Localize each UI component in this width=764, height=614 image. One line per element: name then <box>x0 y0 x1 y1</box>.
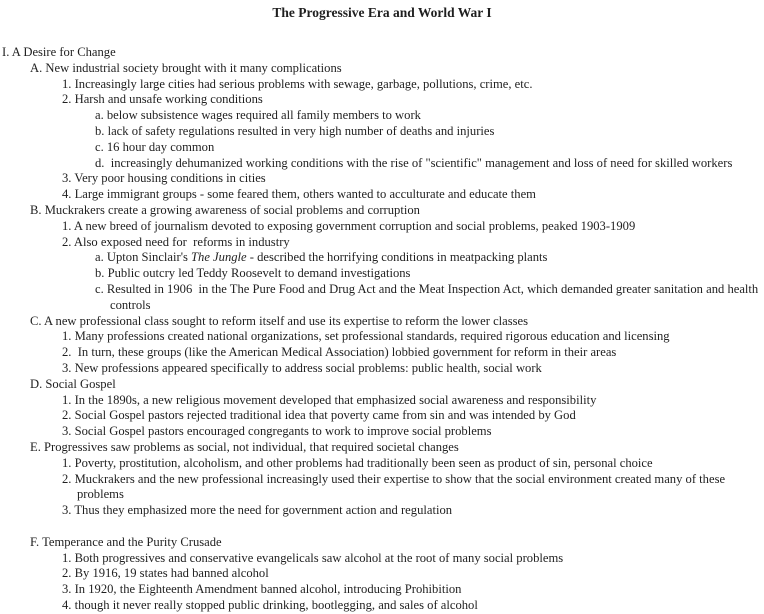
outline-line: B. Muckrakers create a growing awareness of social problems and corruption <box>30 202 420 217</box>
outline-line: 1. A new breed of journalism devoted to exposing government corruption and social problems, peaked 1903-1909 <box>62 218 636 233</box>
outline-blank-line <box>0 519 764 535</box>
outline-line: 1. Both progressives and conservative evangelicals saw alcohol at the root of many social problems <box>62 550 564 565</box>
outline-line: 3. New professions appeared specifically to address social problems: public health, social work <box>62 360 542 375</box>
outline-line: 3. In 1920, the Eighteenth Amendment banned alcohol, introducing Prohibition <box>62 582 462 597</box>
outline-line: I. A Desire for Change <box>2 45 116 59</box>
outline-line: 4. Large immigrant groups - some feared them, others wanted to acculturate and educate them <box>62 187 536 202</box>
outline-line: 2. Harsh and unsafe working conditions <box>62 92 263 107</box>
outline-text: - described the horrifying conditions in meatpacking plants <box>246 250 548 265</box>
outline-line: controls <box>110 297 151 312</box>
outline-line: a. below subsistence wages required all family members to work <box>95 108 421 123</box>
outline-line: d. increasingly dehumanized working conditions with the rise of "scientific" management and loss of need for skilled workers <box>95 155 733 170</box>
outline-line: 3. Thus they emphasized more the need for government action and regulation <box>62 503 453 518</box>
outline-line: b. lack of safety regulations resulted in very high number of deaths and injuries <box>95 123 495 138</box>
outline-line: 3. Very poor housing conditions in cities <box>62 171 266 186</box>
outline <box>0 45 764 614</box>
outline-line: 2. In turn, these groups (like the American Medical Association) lobbied government for reform in their areas <box>62 345 617 360</box>
outline-line: 2. Muckrakers and the new professional increasingly used their expertise to show that the social environment created many of these <box>62 471 726 486</box>
outline-line: 1. Many professions created national organizations, set professional standards, required rigorous education and licensing <box>62 329 670 344</box>
outline-line: c. Resulted in 1906 in the The Pure Food and Drug Act and the Meat Inspection Act, which demanded greater sanitation and health <box>95 281 759 296</box>
outline-line: D. Social Gospel <box>30 376 116 391</box>
book-title-italic: The Jungle <box>191 250 247 265</box>
outline-line: F. Temperance and the Purity Crusade <box>30 534 222 549</box>
outline-line: A. New industrial society brought with it many complications <box>30 60 342 75</box>
outline-line: 4. though it never really stopped public drinking, bootlegging, and sales of alcohol <box>62 597 478 612</box>
outline-line: 2. Also exposed need for reforms in industry <box>62 234 290 249</box>
outline-line: E. Progressives saw problems as social, not individual, that required societal changes <box>30 439 459 454</box>
outline-line: 3. Social Gospel pastors encouraged congregants to work to improve social problems <box>62 424 492 439</box>
outline-line <box>0 250 764 266</box>
outline-line: 1. Poverty, prostitution, alcoholism, and other problems had traditionally been seen as product of sin, personal choice <box>62 455 653 470</box>
outline-line: c. 16 hour day common <box>95 139 215 154</box>
outline-line: 1. Increasingly large cities had serious problems with sewage, garbage, pollutions, crime, etc. <box>62 76 533 91</box>
outline-line: b. Public outcry led Teddy Roosevelt to demand investigations <box>95 266 411 281</box>
outline-line: 1. In the 1890s, a new religious movement developed that emphasized social awareness and responsibility <box>62 392 597 407</box>
document-title: The Progressive Era and World War I <box>272 5 492 20</box>
outline-line: C. A new professional class sought to reform itself and use its expertise to reform the lower classes <box>30 313 529 328</box>
outline-line: problems <box>77 487 124 502</box>
outline-line: 2. By 1916, 19 states had banned alcohol <box>62 566 269 581</box>
outline-text: a. Upton Sinclair's <box>95 250 192 265</box>
outline-line: 2. Social Gospel pastors rejected traditional idea that poverty came from sin and was intended by God <box>62 408 576 423</box>
